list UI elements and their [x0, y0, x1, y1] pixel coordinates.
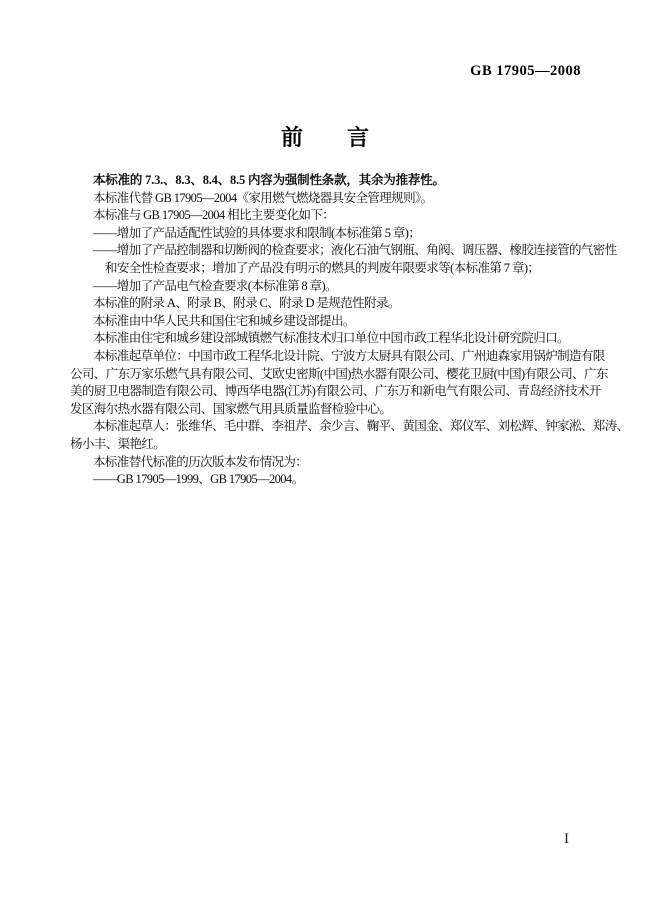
body-line: 公司、广东万家乐燃气具有限公司、艾欧史密斯(中国)热水器有限公司、樱花卫厨(中国)有限公司、广东 — [70, 366, 608, 381]
foreword-title-char-1: 前 — [280, 125, 303, 150]
body-line: ——增加了产品电气检查要求(本标准第 8 章)。 — [93, 278, 337, 293]
body-line: ——GB 17905—1999、GB 17905—2004。 — [93, 472, 304, 487]
body-line: 本标准起草人：张维华、毛中群、李祖芹、余少言、鞠平、黄国金、郑仪军、刘松辉、钟家淞、郑涛、 — [93, 419, 629, 434]
body-line: 和安全性检查要求；增加了产品没有明示的燃具的判废年限要求等(本标准第 7 章)； — [105, 260, 540, 275]
body-line: 本标准由中华人民共和国住宅和城乡建设部提出。 — [93, 313, 355, 328]
body-line: 美的厨卫电器制造有限公司、博西华电器(江苏)有限公司、广东万和新电气有限公司、青岛经济技术开 — [70, 384, 601, 399]
foreword-body — [70, 172, 629, 489]
body-line: 发区海尔热水器有限公司、国家燃气用具质量监督检验中心。 — [70, 401, 392, 416]
body-line: ——增加了产品适配性试验的具体要求和限制(本标准第 5 章)； — [93, 225, 421, 240]
page-number: I — [564, 831, 569, 847]
body-line: 本标准起草单位：中国市政工程华北设计院、宁波方太厨具有限公司、广州迪森家用锅炉制造有限 — [93, 348, 605, 363]
standard-number: GB 17905—2008 — [470, 63, 581, 79]
body-line: 本标准由住宅和城乡建设部城镇燃气标准技术归口单位中国市政工程华北设计研究院归口。 — [93, 331, 570, 346]
foreword-title-char-2: 言 — [347, 125, 370, 150]
body-line: 本标准与 GB 17905—2004 相比主要变化如下： — [93, 208, 335, 223]
body-line: 本标准替代标准的历次版本发布情况为： — [93, 454, 308, 469]
body-line: ——增加了产品控制器和切断阀的检查要求；液化石油气钢瓶、角阀、调压器、橡胶连接管的气密性 — [93, 243, 617, 258]
body-line: 本标准的附录 A、附录 B、附录 C、附录 D 是规范性附录。 — [93, 296, 400, 311]
body-line: 本标准的 7.3.、8.3、8.4、8.5 内容为强制性条款，其余为推荐性。 — [93, 173, 445, 187]
body-line: 本标准代替 GB 17905—2004《家用燃气燃烧器具安全管理规则》。 — [93, 190, 433, 205]
body-line: 杨小丰、渠艳红。 — [70, 436, 166, 451]
foreword-title — [0, 121, 650, 152]
